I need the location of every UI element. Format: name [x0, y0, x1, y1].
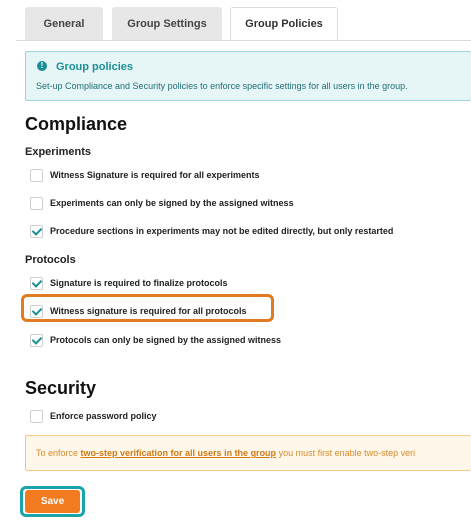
checkbox[interactable]	[30, 169, 43, 182]
policy-label: Signature is required to finalize protocols	[50, 278, 228, 288]
info-icon: !	[37, 61, 47, 71]
tab-divider	[16, 40, 471, 41]
checkbox[interactable]	[30, 410, 43, 423]
policy-label: Witness signature is required for all protocols	[50, 306, 247, 316]
compliance-heading: Compliance	[25, 114, 128, 134]
security-heading: Security	[25, 378, 97, 398]
tab-group-settings[interactable]: Group Settings	[112, 7, 222, 40]
checkbox[interactable]	[30, 197, 43, 210]
policy-label: Experiments can only be signed by the assigned witness	[50, 198, 294, 208]
policy-witness-signature-experiments[interactable]	[30, 168, 259, 182]
info-panel	[25, 51, 471, 101]
tab-general[interactable]: General	[25, 7, 103, 40]
experiments-heading: Experiments	[25, 146, 92, 158]
protocols-heading: Protocols	[25, 254, 76, 266]
warning-prefix: To enforce	[36, 448, 81, 458]
warning-text	[36, 448, 415, 458]
info-description: Set-up Compliance and Security policies to enforce specific settings for all users in the group.	[36, 81, 408, 91]
checkbox-checked[interactable]	[30, 334, 43, 347]
save-button[interactable]: Save	[25, 490, 80, 513]
two-step-verification-link[interactable]: two-step verification for all users in the group	[80, 448, 277, 458]
tab-group-policies[interactable]: Group Policies	[230, 7, 338, 41]
policy-protocols-assigned-witness[interactable]	[30, 333, 281, 347]
policy-label: Witness Signature is required for all experiments	[50, 170, 260, 180]
policy-witness-signature-protocols[interactable]	[30, 304, 246, 318]
warning-suffix: you must first enable two-step veri	[276, 448, 416, 458]
checkbox-checked[interactable]	[30, 225, 43, 238]
policy-experiments-assigned-witness[interactable]	[30, 196, 294, 210]
policy-label: Enforce password policy	[50, 411, 157, 421]
policy-procedure-sections-restart[interactable]	[30, 224, 393, 238]
checkbox-checked[interactable]	[30, 277, 43, 290]
tab-bar	[0, 0, 471, 41]
policy-label: Protocols can only be signed by the assigned witness	[50, 335, 282, 345]
checkbox-checked[interactable]	[30, 305, 43, 318]
warning-panel	[25, 435, 471, 471]
info-title: Group policies	[56, 61, 134, 73]
policy-label: Procedure sections in experiments may not be edited directly, but only restarted	[50, 226, 394, 236]
policy-signature-finalize-protocols[interactable]	[30, 276, 228, 290]
policy-enforce-password[interactable]	[30, 409, 157, 423]
